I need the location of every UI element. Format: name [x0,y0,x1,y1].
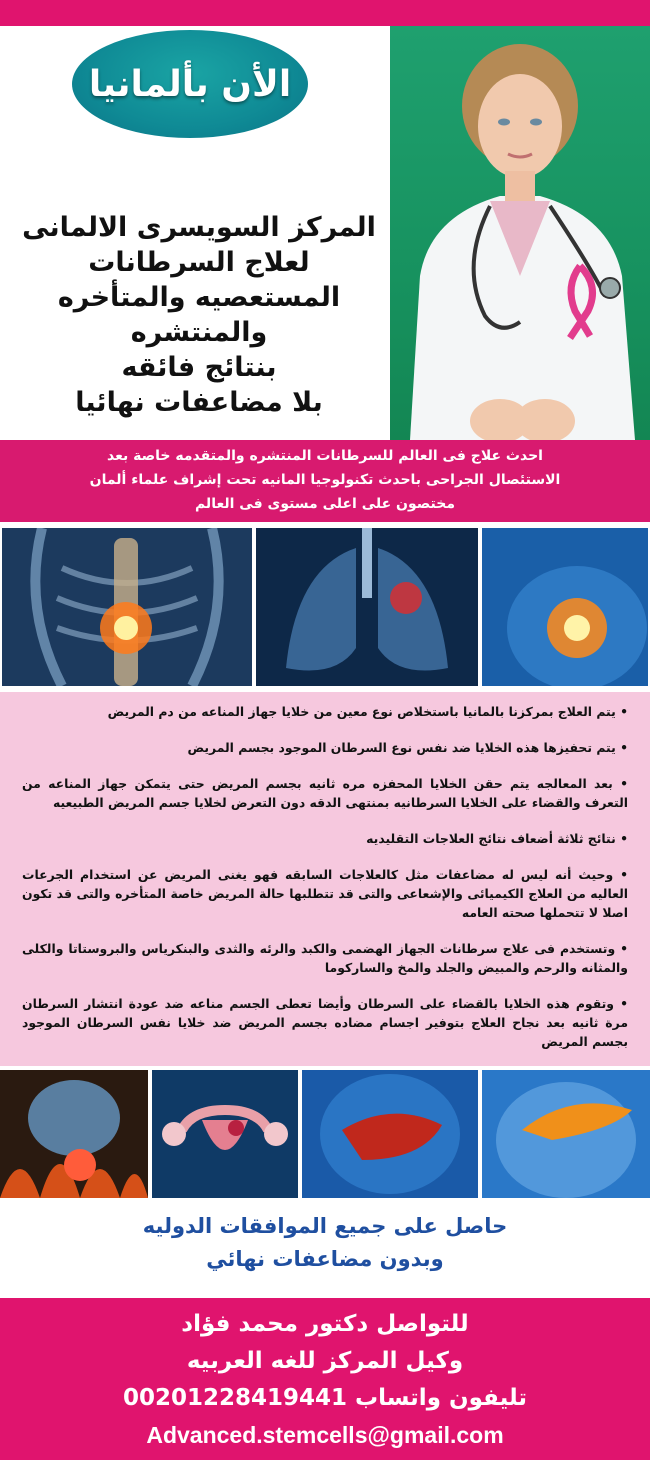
doctor-illustration [390,26,650,440]
banner-line: احدث علاج فى العالم للسرطانات المنتشره والمتقدمه خاصة بعد [107,448,543,464]
contact-role: وكيل المركز للغه العربيه [186,1348,464,1374]
top-accent-bar [0,0,650,26]
hero-title [14,210,384,420]
approvals-line: حاصل على جميع الموافقات الدوليه [142,1214,508,1238]
hero-title-line: لعلاج السرطانات [88,247,310,278]
badge-text: الأن بألمانيا [88,63,292,105]
banner-line: مختصون على اعلى مستوى فى العالم [194,496,456,512]
bullet-item: • وتقوم هذه الخلايا بالقضاء على السرطان وأيضا تعطى الجسم مناعه ضد عودة انتشار السرطان مرة ثانيه بعد نجاح العلاج بتوفير اجسام مضاده بجسم المريض ضد خلايا نفس السرطان الموجود بجسم المريض [22,996,628,1049]
spine-image [2,528,252,686]
approvals-line: وبدون مضاعفات نهائي [206,1247,444,1271]
doctor-photo [390,26,650,440]
bullet-item: • يتم العلاج بمركزنا بالمانيا باستخلاص نوع معين من خلايا جهاز المناعه من دم المريض [107,704,628,719]
liver-image [302,1070,478,1198]
bullet-item: • نتائج ثلاثة أضعاف نتائج العلاجات التقليديه [366,831,628,846]
bullet-item: • وتستخدم فى علاج سرطانات الجهاز الهضمى والكبد والرئه والثدى والبنكرياس والبروستاتا والكلى والمثانه والرحم والمبيض والجلد والمخ والساركوما [22,941,628,975]
organ-images-row-1 [0,522,650,692]
hero-title-line: بلا مضاعفات نهائيا [75,387,323,418]
prostate-image [0,1070,148,1198]
hero-title-line: المركز السويسرى الالمانى [22,212,376,243]
breast-image [482,528,648,686]
hero-title-line: المستعصيه والمتأخره [57,282,341,313]
intro-banner [0,440,650,522]
banner-line: الاستئصال الجراحى باحدث تكنولوجيا المانيه تحت إشراف علماء ألمان [89,472,561,488]
hero-title-line: والمنتشره [130,317,268,348]
contact-phone[interactable]: تليفون واتساب 00201228419441 [122,1385,528,1411]
pancreas-image [482,1070,650,1198]
contact-email[interactable]: Advanced.stemcells@gmail.com [146,1422,504,1448]
bullet-item: • يتم تحفيزها هذه الخلايا ضد نفس نوع السرطان الموجود بجسم المريض [187,740,628,755]
bullet-item: • وحيث أنه ليس له مضاعفات مثل كالعلاجات السابقه فهو يغنى المريض عن استخدام الجرعات العاليه من العلاج الكيميائى والإشعاعى والتى قد تتطلبها حالة المريض خاصة المتأخره والتى قد تكون اصلا لا تتحملها صحته العامه [22,867,628,920]
hero-title-line: بنتائج فائقه [121,352,277,383]
contact-section [0,1298,650,1460]
bullet-item: • بعد المعالجه يتم حقن الخلايا المحفزه مره ثانيه بجسم المريض حتى يتمكن جهاز المناعه من التعرف والقضاء على الخلايا السرطانيه بمنتهى الدقه دون التعرض لخلايا جسم المريض الطبيعيه [22,776,628,810]
contact-name: للتواصل دكتور محمد فؤاد [181,1311,469,1337]
treatment-details [0,692,650,1066]
now-in-germany-badge [72,30,308,138]
approvals-statement [0,1210,650,1276]
uterus-image [152,1070,298,1198]
lungs-image [256,528,478,686]
organ-images-row-2 [0,1066,650,1202]
